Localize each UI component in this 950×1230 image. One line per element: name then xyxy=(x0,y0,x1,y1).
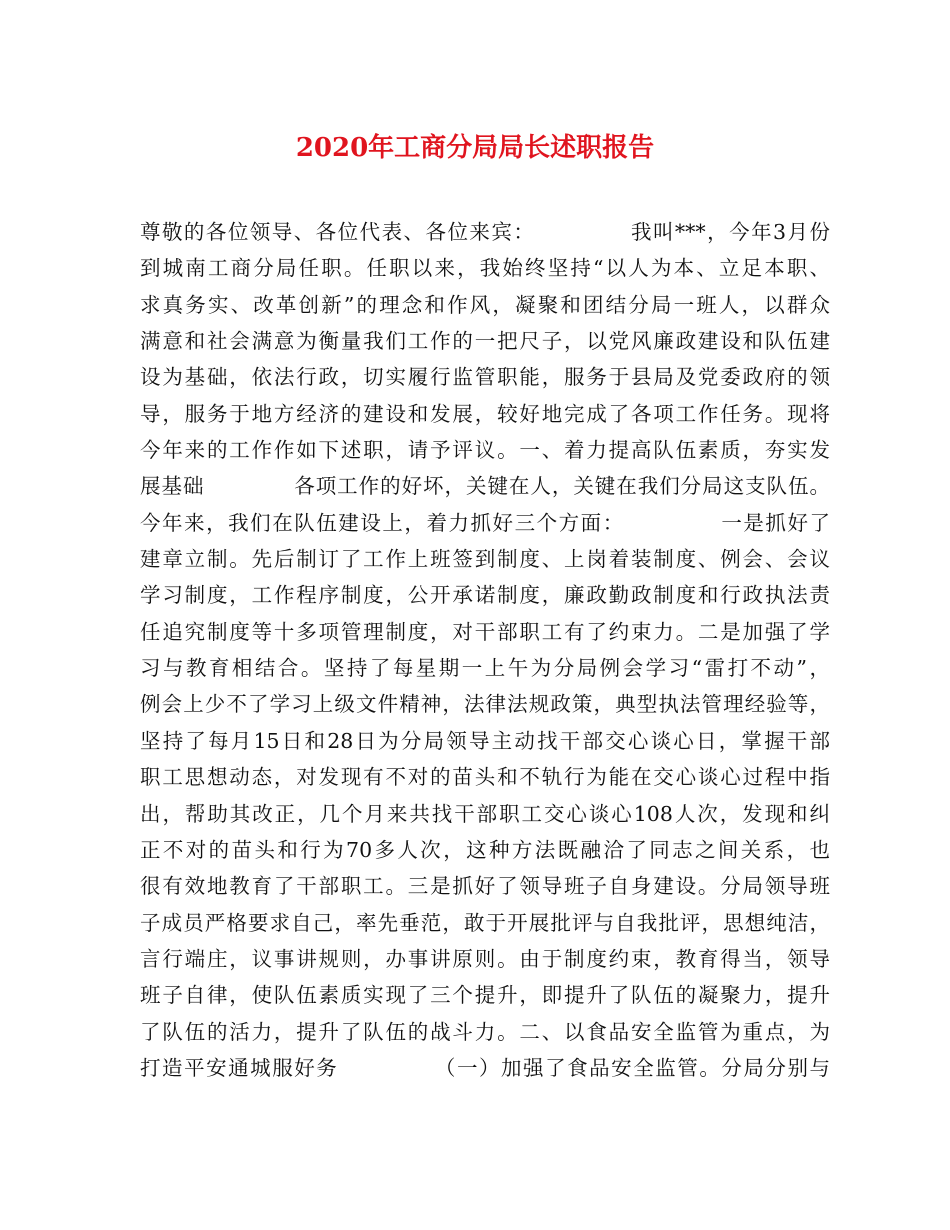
body-line: 到城南工商分局任职。任职以来，我始终坚持“以人为本、立足本职、 xyxy=(140,256,830,281)
body-line: 尊敬的各位领导、各位代表、各位来宾： 我叫***，今年3月份 xyxy=(140,220,830,244)
body-line: 很有效地教育了干部职工。三是抓好了领导班子自身建设。分局领导班 xyxy=(140,874,830,899)
body-line: 例会上少不了学习上级文件精神，法律法规政策，典型执法管理经验等， xyxy=(140,692,830,717)
body-line: 导，服务于地方经济的建设和发展，较好地完成了各项工作任务。现将 xyxy=(140,401,830,426)
document-body xyxy=(140,214,830,1086)
body-line: 了队伍的活力，提升了队伍的战斗力。二、以食品安全监管为重点，为 xyxy=(140,1019,830,1044)
body-line: 求真务实、改革创新”的理念和作风，凝聚和团结分局一班人，以群众 xyxy=(140,292,830,317)
body-line: 建章立制。先后制订了工作上班签到制度、上岗着装制度、例会、会议 xyxy=(140,547,830,572)
document-title: 2020年工商分局局长述职报告 xyxy=(295,133,655,163)
body-line: 展基础 各项工作的好坏，关键在人，关键在我们分局这支队伍。 xyxy=(140,474,830,499)
body-line: 正不对的苗头和行为70多人次，这种方法既融洽了同志之间关系，也 xyxy=(140,837,830,862)
body-line: 出，帮助其改正，几个月来共找干部职工交心谈心108人次，发现和纠 xyxy=(140,801,830,826)
body-line: 子成员严格要求自己，率先垂范，敢于开展批评与自我批评，思想纯洁， xyxy=(140,910,830,935)
body-line: 满意和社会满意为衡量我们工作的一把尺子，以党风廉政建设和队伍建 xyxy=(140,329,830,354)
body-line: 职工思想动态，对发现有不对的苗头和不轨行为能在交心谈心过程中指 xyxy=(140,765,830,790)
body-line: 言行端庄，议事讲规则，办事讲原则。由于制度约束，教育得当，领导 xyxy=(140,946,830,971)
body-line: 学习制度，工作程序制度，公开承诺制度，廉政勤政制度和行政执法责 xyxy=(140,583,830,608)
body-line: 班子自律，使队伍素质实现了三个提升，即提升了队伍的凝聚力，提升 xyxy=(140,983,830,1008)
body-line: 打造平安通城服好务 （一）加强了食品安全监管。分局分别与 xyxy=(140,1055,830,1080)
body-line: 今年来，我们在队伍建设上，着力抓好三个方面： 一是抓好了 xyxy=(140,510,830,535)
body-line: 今年来的工作作如下述职，请予评议。一、着力提高队伍素质，夯实发 xyxy=(140,438,830,463)
body-line: 任追究制度等十多项管理制度，对干部职工有了约束力。二是加强了学 xyxy=(140,619,830,644)
body-line: 习与教育相结合。坚持了每星期一上午为分局例会学习“雷打不动”， xyxy=(140,656,830,681)
body-line: 坚持了每月15日和28日为分局领导主动找干部交心谈心日，掌握干部 xyxy=(140,728,830,753)
body-line: 设为基础，依法行政，切实履行监管职能，服务于县局及党委政府的领 xyxy=(140,365,830,390)
